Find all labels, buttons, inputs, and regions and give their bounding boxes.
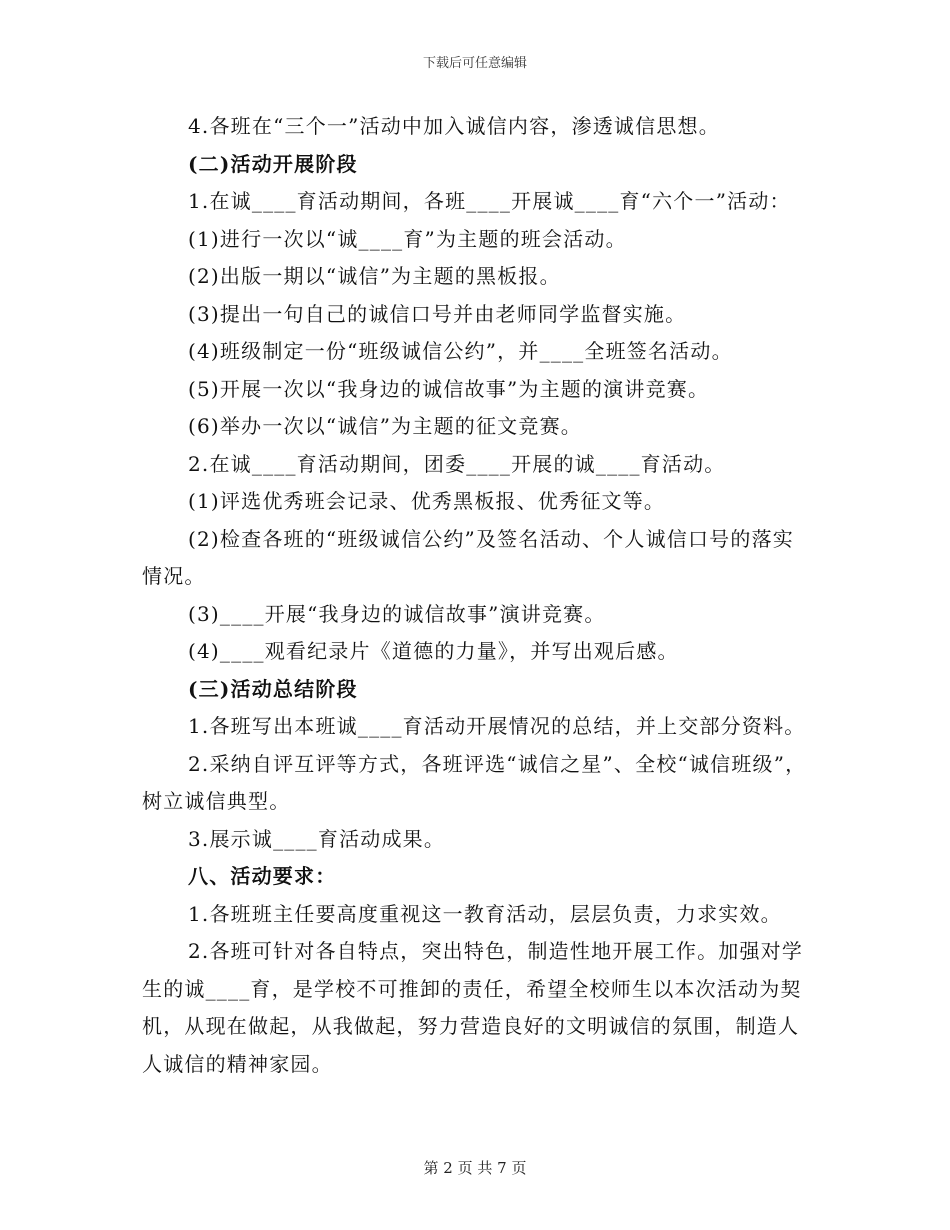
paragraph: 2.采纳自评互评等方式，各班评选“诚信之星”、全校“诚信班级”，树立诚信典型。 [142, 751, 807, 813]
list-item: (2)检查各班的“班级诚信公约”及签名活动、个人诚信口号的落实情况。 [142, 526, 794, 588]
section-heading: (三)活动总结阶段 [188, 676, 358, 701]
section-heading: 八、活动要求： [188, 864, 337, 888]
list-item: (4)____观看纪录片《道德的力量》，并写出观后感。 [188, 639, 679, 663]
paragraph: 1.在诚____育活动期间，各班____开展诚____育“六个一”活动： [188, 189, 791, 213]
paragraph: 1.各班写出本班诚____育活动开展情况的总结，并上交部分资料。 [188, 714, 806, 738]
paragraph: 3.展示诚____育活动成果。 [188, 826, 446, 851]
paragraph: 2.在诚____育活动期间，团委____开展的诚____育活动。 [188, 451, 726, 476]
list-item: (4)班级制定一份“班级诚信公约”，并____全班签名活动。 [188, 339, 733, 363]
list-item: (5)开展一次以“我身边的诚信故事”为主题的演讲竞赛。 [188, 376, 710, 401]
page-header: 下载后可任意编辑 [422, 56, 527, 71]
list-item: (3)提出一句自己的诚信口号并由老师同学监督实施。 [188, 301, 687, 326]
list-item: (6)举办一次以“诚信”为主题的征文竞赛。 [188, 414, 582, 438]
list-item: (2)出版一期以“诚信”为主题的黑板报。 [188, 264, 561, 288]
document-body [142, 108, 812, 1083]
paragraph: 1.各班班主任要高度重视这一教育活动，层层负责，力求实效。 [188, 901, 782, 926]
list-item: (1)进行一次以“诚____育”为主题的班会活动。 [188, 226, 627, 251]
list-item: (3)____开展“我身边的诚信故事”演讲竞赛。 [188, 601, 606, 626]
list-item: (1)评选优秀班会记录、优秀黑板报、优秀征文等。 [188, 489, 666, 513]
paragraph: 4.各班在“三个一”活动中加入诚信内容，渗透诚信思想。 [188, 114, 720, 138]
section-heading: (二)活动开展阶段 [188, 151, 358, 176]
paragraph: 2.各班可针对各自特点，突出特色，制造性地开展工作。加强对学生的诚____育，是学校不可推卸的责任，希望全校师生以本次活动为契机，从现在做起，从我做起，努力营造良好的文明诚信的氛围，制造人人诚信的精神家园。 [142, 939, 804, 1076]
page-footer: 第 2 页 共 7 页 [423, 1159, 527, 1177]
